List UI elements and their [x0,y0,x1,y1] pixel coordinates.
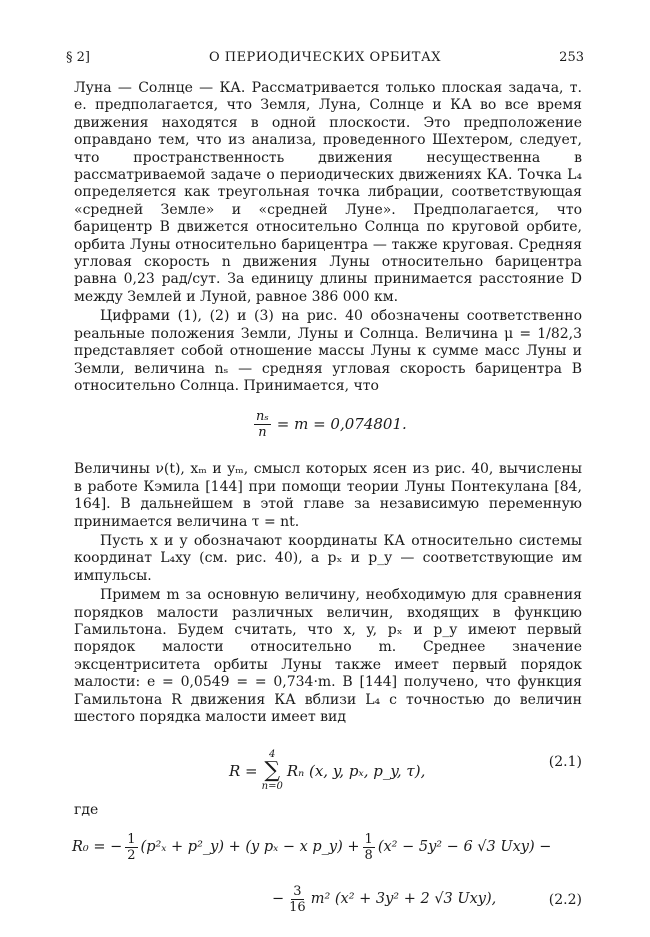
formula-line-2 [272,884,496,915]
section-mark: § 2] [66,50,90,65]
paragraph-1: Луна — Солнце — КА. Рассматривается только плоская задача, т. е. предполагается, что Земля, Луна, Солнце и КА во все время движения находятся в одной плоскости. Это предположение оправдано тем, что из анализа, проведенного Шехтером, следует, что пространственность движения несущественна в рассматриваемой задаче о периодических движениях КА. Точка L₄ определяется как треугольная точка либрации, соответствующая «средней Земле» и «средней Луне». Предполагается, что барицентр B движется относительно Солнца по круговой орбите, орбита Луны относительно барицентра — также круговая. Средняя угловая скорость n движения Луны относительно барицентра равна 0,23 рад/сут. За единицу длины принимается расстояние D между Землей и Луной, равное 386 000 км. [74,80,582,305]
formula-body: Rₙ (x, y, pₓ, p_y, τ), [286,761,426,780]
formula-2-2 [74,830,582,934]
formula-line2-start: − [272,890,285,907]
equation-number: (2.1) [548,754,582,771]
paragraph-3: Величины ν(t), xₘ и yₘ, смысл которых ясен из рис. 40, вычислены в работе Кэмила [144] при помощи теории Луны Понтекулана [84, 164]. В дальнейшем в этой главе за независимую переменную принимается величина τ = nt. [74,461,582,530]
formula-2-1 [74,736,582,796]
formula-lhs: R = [229,761,258,780]
formula-part-b: (x² − 5y² − 6 √3 Uxy) − [377,838,552,855]
fraction-numerator: 1 [127,831,136,847]
formula-part-c: m² (x² + 3y² + 2 √3 Uxy), [310,890,497,907]
page-number: 253 [559,50,584,65]
paragraph-5: Примем m за основную величину, необходимую для сравнения порядков малости различных величин, входящих в функцию Гамильтона. Будем считать, что x, y, pₓ и p_y имеют первый порядок малости относительно m. Среднее значение эксцентриситета орбиты Луны также имеет первый порядок малости: e = 0,0549 = = 0,734·m. В [144] получено, что функция Гамильтона R движения КА вблизи L₄ с точностью до величин шестого порядка малости имеет вид [74,587,582,725]
paragraph-4: Пусть x и y обозначают координаты КА относительно системы координат L₄xy (см. рис. 40), а pₓ и p_y — соответствующие им импульсы. [74,532,582,584]
formula-part-a: (p²ₓ + p²_y) + (y pₓ − x p_y) + [140,838,360,855]
sum-upper-limit: 4 [269,749,276,761]
main-text [74,80,582,934]
word-gde: где [74,802,99,819]
fraction-numerator: 3 [293,883,302,899]
fraction-one-half [125,832,137,863]
running-title: О ПЕРИОДИЧЕСКИХ ОРБИТАХ [208,50,442,65]
fraction-one-eighth [363,832,375,863]
fraction-denominator: n [258,425,267,441]
fraction-ns-over-n [254,409,271,440]
running-header [66,50,584,70]
fraction-numerator: nₛ [256,409,269,425]
formula-mean-motion-ratio [74,405,582,453]
fraction-three-sixteenths [287,884,308,915]
paragraph-2: Цифрами (1), (2) и (3) на рис. 40 обозначены соответственно реальные положения Земли, Луны и Солнца. Величина μ = 1/82,3 представляет собой отношение массы Луны к сумме масс Луны и Земли, величина nₛ — средняя угловая скорость барицентра B относительно Солнца. Принимается, что [74,308,582,394]
formula-rest: = m = 0,074801. [276,415,407,434]
fraction-denominator: 2 [127,847,136,863]
formula-lhs: R₀ = − [72,838,123,855]
fraction-numerator: 1 [364,831,373,847]
fraction-denominator: 8 [364,847,373,863]
sum-lower-limit: n=0 [261,781,283,793]
summation-operator [262,750,283,792]
fraction-denominator: 16 [289,899,306,915]
formula-line-1 [72,832,551,863]
sum-sign: ∑ [264,758,281,784]
equation-number: (2.2) [548,891,582,908]
